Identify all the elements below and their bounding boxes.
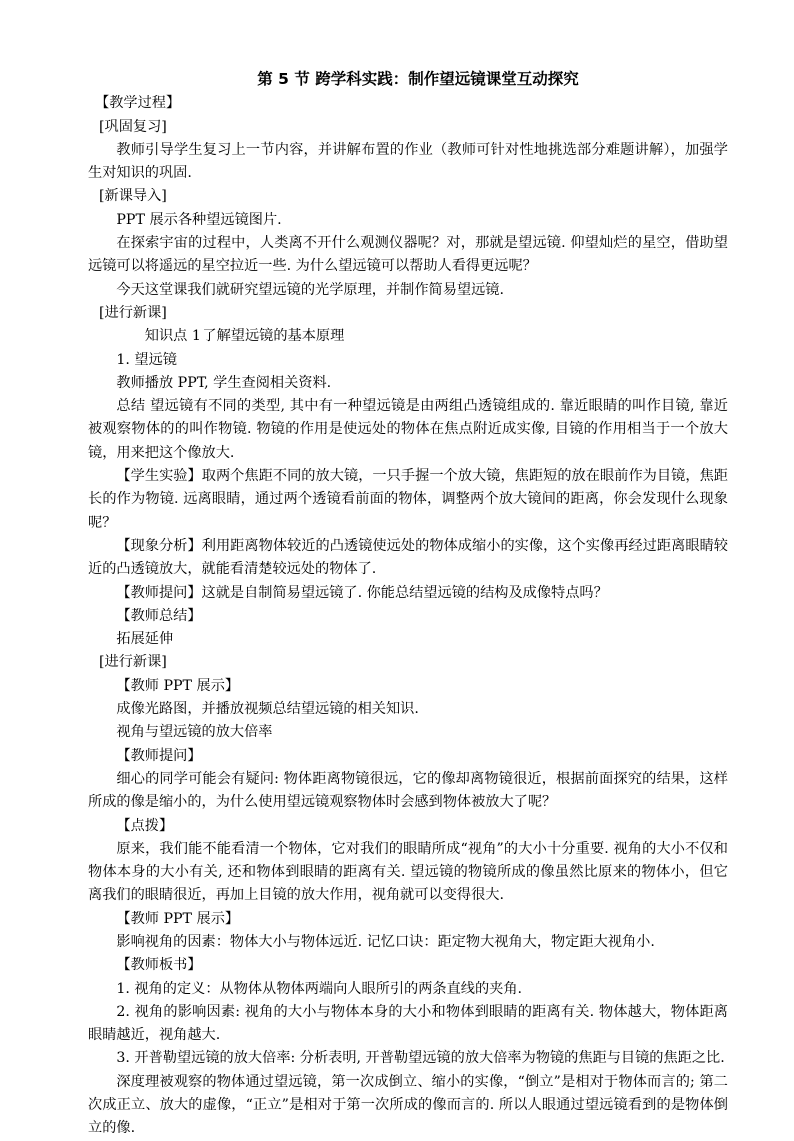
knowledge-point-title: 了解望远镜的基本原理 <box>202 328 345 345</box>
paragraph-visual-angle-explained: 原来，我们能不能看清一个物体，它对我们的眼睛所成“视角”的大小十分重要. 视角的大小不仅和物体本身的大小有关, 还和物体到眼睛的距离有关. 望远镜的物镜所成的像虽然比原来的物体小，但它离我们的眼睛很近，再加上目镜的放大作用，视角就可以变得很大. <box>88 840 728 904</box>
subheading-new-lesson: [进行新课] <box>99 304 167 321</box>
knowledge-point-1 <box>88 325 728 348</box>
page-title: 第 5 节 跨学科实践：制作望远镜课堂互动探究 <box>257 70 579 88</box>
heading-extension: 拓展延伸 <box>116 631 174 648</box>
heading-teacher-ppt-show-2: 【教师 PPT 展示】 <box>116 910 240 927</box>
subheading-introduction: [新课导入] <box>99 188 167 205</box>
heading-blackboard: 【教师板书】 <box>116 957 202 974</box>
heading-guidance: 【点拨】 <box>116 817 174 834</box>
section-heading-teaching-process: 【教学过程】 <box>95 95 181 112</box>
paragraph-teacher-ppt: 教师播放 PPT, 学生查阅相关资料. <box>116 374 332 391</box>
paragraph-factors: 影响视角的因素：物体大小与物体远近. 记忆口诀：距定物大视角大，物定距大视角小. <box>116 933 655 950</box>
board-item-3: 3. 开普勒望远镜的放大倍率: 分析表明, 开普勒望远镜的放大倍率为物镜的焦距与目镜的焦距之比. <box>116 1050 725 1067</box>
paragraph-deep-understanding: 深度理被观察的物体通过望远镜，第一次成倒立、缩小的实像，“倒立”是相对于物体而言的; 第二次成正立、放大的虚像，“正立”是相对于第一次所成的像而言的. 所以人眼通过望远镜看到的是物体倒立的像. <box>88 1073 728 1137</box>
paragraph-review: 教师引导学生复习上一节内容，并讲解布置的作业（教师可针对性地挑选部分难题讲解），加强学生对知识的巩固. <box>88 141 728 182</box>
heading-teacher-summary: 【教师总结】 <box>116 607 202 624</box>
knowledge-point-label: 知识点 1 <box>144 328 201 345</box>
paragraph-student-experiment: 【学生实验】取两个焦距不同的放大镜，一只手握一个放大镜，焦距短的放在眼前作为目镜，焦距长的作为物镜. 远离眼睛，通过两个透镜看前面的物体，调整两个放大镜间的距离，你会发现什么现象呢？ <box>88 468 728 531</box>
subheading-review: [巩固复习] <box>99 118 167 135</box>
paragraph-careful-students: 细心的同学可能会有疑问: 物体距离物镜很远，它的像却离物镜很近，根据前面探究的结果，这样所成的像是缩小的，为什么使用望远镜观察物体时会感到物体被放大了呢？ <box>88 770 728 811</box>
subheading-new-lesson-2: [进行新课] <box>99 654 167 671</box>
paragraph-today-lesson: 今天这堂课我们就研究望远镜的光学原理，并制作简易望远镜. <box>116 281 504 298</box>
board-item-1: 1. 视角的定义：从物体从物体两端向人眼所引的两条直线的夹角. <box>116 980 523 997</box>
heading-visual-angle: 视角与望远镜的放大倍率 <box>116 724 273 741</box>
paragraph-phenomenon-analysis: 【现象分析】利用距离物体较近的凸透镜使远处的物体成缩小的实像，这个实像再经过距离眼睛较近的凸透镜放大，就能看清楚较远处的物体了. <box>88 537 728 578</box>
heading-teacher-ppt-show: 【教师 PPT 展示】 <box>116 677 240 694</box>
paragraph-teacher-question: 【教师提问】这就是自制简易望远镜了. 你能总结望远镜的结构及成像特点吗？ <box>116 584 608 601</box>
board-item-2: 2. 视角的影响因素: 视角的大小与物体本身的大小和物体到眼睛的距离有关. 物体越大，物体距离眼睛越近，视角越大. <box>88 1003 728 1044</box>
paragraph-ppt-images: PPT 展示各种望远镜图片. <box>116 211 282 228</box>
heading-teacher-question-2: 【教师提问】 <box>116 747 202 764</box>
item-telescope: 1. 望远镜 <box>116 351 177 368</box>
paragraph-light-path: 成像光路图，并播放视频总结望远镜的相关知识. <box>116 701 419 718</box>
paragraph-explore-universe: 在探索宇宙的过程中，人类离不开什么观测仪器呢？对，那就是望远镜. 仰望灿烂的星空，借助望远镜可以将遥远的星空拉近一些. 为什么望远镜可以帮助人看得更远呢？ <box>88 235 728 275</box>
paragraph-summary: 总结 望远镜有不同的类型, 其中有一种望远镜是由两组凸透镜组成的. 靠近眼睛的叫作目镜, 靠近被观察物体的的叫作物镜. 物镜的作用是使远处的物体在焦点附近成实像, 目镜的作用相当于一个放大镜，用来把这个像放大. <box>88 398 728 461</box>
